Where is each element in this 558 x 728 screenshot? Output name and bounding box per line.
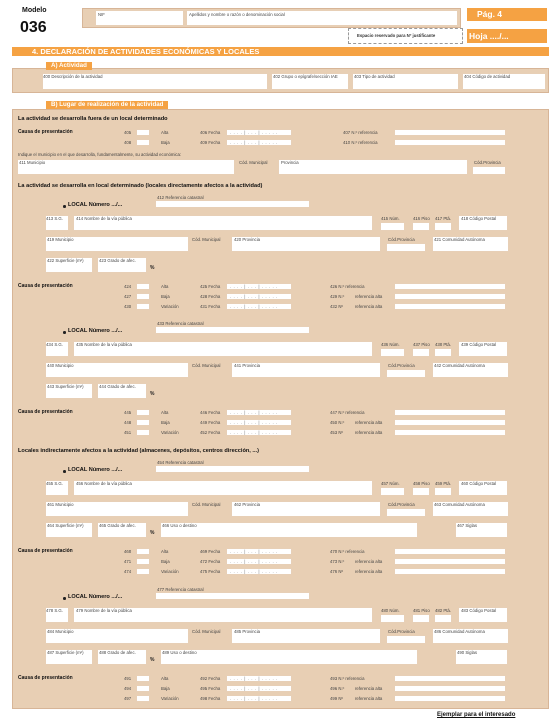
label-405: 405 xyxy=(124,130,132,135)
local3-pct: % xyxy=(150,530,155,536)
local4-field-num[interactable] xyxy=(380,614,405,623)
local1-label-c2: 427 xyxy=(124,294,132,299)
local3-field-ref[interactable] xyxy=(155,465,310,473)
local1-field-num[interactable] xyxy=(380,222,405,231)
local3-field-cp2[interactable] xyxy=(386,508,426,517)
local3-label-ca: 463 Comunidad Autónoma xyxy=(434,502,485,507)
local3-label-via: 456 Nombre de la vía pública xyxy=(76,481,132,486)
local4-label-siglas: 490 Siglas xyxy=(457,650,478,655)
local4-field-pta[interactable] xyxy=(434,614,452,623)
local3-label-r1: 470 N.º referencia xyxy=(330,549,365,554)
section-a-tab: A) Actividad xyxy=(46,62,92,70)
local4-checkbox-c1[interactable] xyxy=(136,675,150,682)
local1-label-r3-suffix: referencia alta xyxy=(355,304,383,309)
local3-label-uso: 466 Uso o destino xyxy=(162,523,197,528)
local4-label-var: Variación xyxy=(161,696,179,701)
local2-field-num[interactable] xyxy=(380,348,405,357)
field-cod-prov-411[interactable] xyxy=(472,166,506,175)
local2-bullet xyxy=(63,331,66,334)
label-cod-prov-411: Cód.Provincia xyxy=(474,160,501,165)
local2-label-var: Variación xyxy=(161,430,179,435)
local2-checkbox-c2[interactable] xyxy=(136,419,150,426)
local3-label-f3: 475 Fecha xyxy=(200,569,221,574)
local1-label-num: 415 Núm. xyxy=(381,216,400,221)
label-411: 411 Municipio xyxy=(19,160,46,165)
hoja-label: Hoja ..../... xyxy=(469,31,509,41)
local1-label-r2-suffix: referencia alta xyxy=(355,294,383,299)
local1-label-baja: Baja xyxy=(161,294,170,299)
local4-label-r2: 496 N.º xyxy=(330,686,345,691)
footer-ejemplar: Ejemplar para el interesado xyxy=(437,712,516,718)
local2-label-cm: Cód. Municipal xyxy=(192,363,221,368)
local3-label-c3: 474 xyxy=(124,569,132,574)
local4-label-f2: 495 Fecha xyxy=(200,686,221,691)
local4-field-r2[interactable] xyxy=(394,685,506,692)
label-409: 409 Fecha xyxy=(200,140,221,145)
local4-field-r3[interactable] xyxy=(394,695,506,702)
label-402: 402 Grupo o epígrafe/sección IAE xyxy=(273,74,338,79)
local3-label-grado: 465 Grado de afec. xyxy=(99,523,136,528)
local2-label-sup: 443 Superficie (m²) xyxy=(47,384,84,389)
local2-checkbox-c1[interactable] xyxy=(136,409,150,416)
local2-label-r3-suffix: referencia alta xyxy=(355,430,383,435)
date-406[interactable]: . . . . | . . . | . . . . . xyxy=(226,129,292,136)
nif-label: NIF xyxy=(98,12,105,17)
local1-label-f2: 428 Fecha xyxy=(200,294,221,299)
local2-date-f1[interactable]: . . . . | . . . | . . . . . xyxy=(226,409,292,416)
local2-label-r3: 453 Nº xyxy=(330,430,344,435)
local3-label-ref: 454 Referencia catastral xyxy=(157,460,204,465)
local1-field-ref[interactable] xyxy=(155,200,310,208)
local2-label-baja: Baja xyxy=(161,420,170,425)
local3-label-r2: 473 N.º xyxy=(330,559,345,564)
local1-label-r2: 429 N.º xyxy=(330,294,345,299)
local3-label-alta: Alta xyxy=(161,549,169,554)
local4-label-f3: 498 Fecha xyxy=(200,696,221,701)
local2-label-piso: 437 Piso xyxy=(413,342,430,347)
local2-field-cp2[interactable] xyxy=(386,369,426,378)
local4-title: LOCAL Número .../... xyxy=(68,594,123,600)
local1-label-f3: 431 Fecha xyxy=(200,304,221,309)
local3-label-c2: 471 xyxy=(124,559,132,564)
local3-date-f2[interactable]: . . . . | . . . | . . . . . xyxy=(226,558,292,565)
local1-checkbox-c1[interactable] xyxy=(136,283,150,290)
local4-label-f1: 492 Fecha xyxy=(200,676,221,681)
label-410: 410 N.º referencia xyxy=(343,140,378,145)
local2-label-f3: 452 Fecha xyxy=(200,430,221,435)
local3-label-cp: 460 Código Postal xyxy=(461,481,497,486)
local2-field-r1[interactable] xyxy=(394,409,506,416)
local4-date-f3[interactable]: . . . . | . . . | . . . . . xyxy=(226,695,292,702)
local2-label-f1: 446 Fecha xyxy=(200,410,221,415)
local4-label-mun: 484 Municipio xyxy=(47,629,74,634)
label-400: 400 Descripción de la actividad xyxy=(43,74,103,79)
local4-label-c1: 491 xyxy=(124,676,132,681)
local2-label-c1: 445 xyxy=(124,410,132,415)
municipio-instruction: Indique el municipio en el que desarrolla, fundamentalmente, su actividad económica: xyxy=(18,152,182,157)
nif-field[interactable] xyxy=(95,10,184,26)
local4-label-cp2: Cód.Provincia xyxy=(388,629,415,634)
local2-label-grado: 444 Grado de afec. xyxy=(99,384,136,389)
local3-bullet xyxy=(63,470,66,473)
field-407[interactable] xyxy=(394,129,506,136)
local2-label-prov: 441 Provincia xyxy=(234,363,261,368)
local3-causa: Causa de presentación xyxy=(18,548,73,554)
local3-checkbox-c2[interactable] xyxy=(136,558,150,565)
local4-label-r3-suffix: referencia alta xyxy=(355,696,383,701)
name-label: Apellidos y nombre o razón o denominación social xyxy=(189,12,285,17)
local2-label-ref: 433 Referencia catastral xyxy=(157,321,204,326)
field-410[interactable] xyxy=(394,139,506,146)
local3-label-r3-suffix: referencia alta xyxy=(355,569,383,574)
local4-bullet xyxy=(63,597,66,600)
local3-checkbox-c1[interactable] xyxy=(136,548,150,555)
local1-label-r3: 432 Nº xyxy=(330,304,344,309)
local2-field-ref[interactable] xyxy=(155,326,310,334)
local1-label-c1: 424 xyxy=(124,284,132,289)
section-b-tab: B) Lugar de realización de la actividad xyxy=(46,101,168,109)
local2-date-f2[interactable]: . . . . | . . . | . . . . . xyxy=(226,419,292,426)
local3-label-sg: 455 S.G. xyxy=(46,481,63,486)
page-label: Pág. 4 xyxy=(477,9,503,19)
local4-date-f2[interactable]: . . . . | . . . | . . . . . xyxy=(226,685,292,692)
local1-field-r3[interactable] xyxy=(394,303,506,310)
local3-date-f1[interactable]: . . . . | . . . | . . . . . xyxy=(226,548,292,555)
local2-label-r1: 447 N.º referencia xyxy=(330,410,365,415)
local1-label-piso: 416 Piso xyxy=(413,216,430,221)
local4-label-pta: 482 Ptá. xyxy=(435,608,452,613)
local2-title: LOCAL Número .../... xyxy=(68,328,123,334)
label-cod-mun-411: Cód. Municipal xyxy=(239,160,268,165)
local4-label-r3: 499 Nº xyxy=(330,696,344,701)
fuera-title: La actividad se desarrolla fuera de un local determinado xyxy=(18,116,168,122)
local2-field-r2[interactable] xyxy=(394,419,506,426)
local4-label-sg: 478 S.G. xyxy=(46,608,63,613)
local4-label-alta: Alta xyxy=(161,676,169,681)
local4-checkbox-c2[interactable] xyxy=(136,685,150,692)
local3-field-r3[interactable] xyxy=(394,568,506,575)
label-408: 408 xyxy=(124,140,132,145)
local4-label-uso: 489 Uso o destino xyxy=(162,650,197,655)
local1-label-ca: 421 Comunidad Autónoma xyxy=(434,237,485,242)
local3-label-f2: 472 Fecha xyxy=(200,559,221,564)
local4-label-ref: 477 Referencia catastral xyxy=(157,587,204,592)
local4-label-grado: 488 Grado de afec. xyxy=(99,650,136,655)
local4-field-piso[interactable] xyxy=(412,614,430,623)
local1-date-f1[interactable]: . . . . | . . . | . . . . . xyxy=(226,283,292,290)
local3-date-f3[interactable]: . . . . | . . . | . . . . . xyxy=(226,568,292,575)
label-406: 406 Fecha xyxy=(200,130,221,135)
local1-date-f3[interactable]: . . . . | . . . | . . . . . xyxy=(226,303,292,310)
local1-label-alta: Alta xyxy=(161,284,169,289)
local1-checkbox-c2[interactable] xyxy=(136,293,150,300)
local3-label-baja: Baja xyxy=(161,559,170,564)
local1-bullet xyxy=(63,205,66,208)
local1-label-pta: 417 Ptá. xyxy=(435,216,452,221)
dir-title: La actividad se desarrolla en local determinado (locales directamente afectos a la actividad) xyxy=(18,183,263,189)
local1-title: LOCAL Número .../... xyxy=(68,202,123,208)
local3-label-cm: Cód. Municipal xyxy=(192,502,221,507)
local2-label-c2: 448 xyxy=(124,420,132,425)
local4-label-cm: Cód. Municipal xyxy=(192,629,221,634)
local2-label-cp: 439 Código Postal xyxy=(461,342,497,347)
label-baja-fuera: Baja xyxy=(161,140,170,145)
local3-label-var: Variación xyxy=(161,569,179,574)
local3-field-piso[interactable] xyxy=(412,487,430,496)
local3-label-f1: 469 Fecha xyxy=(200,549,221,554)
local4-label-r1: 493 N.º referencia xyxy=(330,676,365,681)
local3-label-piso: 458 Piso xyxy=(413,481,430,486)
local3-field-r2[interactable] xyxy=(394,558,506,565)
local4-label-ca: 486 Comunidad Autónoma xyxy=(434,629,485,634)
local1-label-c3: 430 xyxy=(124,304,132,309)
local3-label-num: 457 Núm. xyxy=(381,481,400,486)
local3-title: LOCAL Número .../... xyxy=(68,467,123,473)
local4-field-cp2[interactable] xyxy=(386,635,426,644)
local1-date-f2[interactable]: . . . . | . . . | . . . . . xyxy=(226,293,292,300)
local2-label-r2: 450 N.º xyxy=(330,420,345,425)
local3-label-prov: 462 Provincia xyxy=(234,502,261,507)
local2-date-f3[interactable]: . . . . | . . . | . . . . . xyxy=(226,429,292,436)
local1-label-prov: 420 Provincia xyxy=(234,237,261,242)
local4-label-via: 479 Nombre de la vía pública xyxy=(76,608,132,613)
local2-causa: Causa de presentación xyxy=(18,409,73,415)
local1-field-pta[interactable] xyxy=(434,222,452,231)
causa-label-fuera: Causa de presentación xyxy=(18,129,73,135)
local2-pct: % xyxy=(150,391,155,397)
local4-field-ref[interactable] xyxy=(155,592,310,600)
checkbox-408[interactable] xyxy=(136,139,150,146)
label-403: 403 Tipo de actividad xyxy=(354,74,395,79)
local2-label-f2: 449 Fecha xyxy=(200,420,221,425)
local4-causa: Causa de presentación xyxy=(18,675,73,681)
local1-label-via: 414 Nombre de la vía pública xyxy=(76,216,132,221)
local4-label-prov: 485 Provincia xyxy=(234,629,261,634)
local3-label-pta: 459 Ptá. xyxy=(435,481,452,486)
local2-field-piso[interactable] xyxy=(412,348,430,357)
local1-causa: Causa de presentación xyxy=(18,283,73,289)
reserved-label: Espacio reservado para Nº justificante xyxy=(357,33,436,38)
local1-label-cp2: Cód.Provincia xyxy=(388,237,415,242)
local2-label-c3: 451 xyxy=(124,430,132,435)
local1-label-r1: 426 N.º referencia xyxy=(330,284,365,289)
local2-field-pta[interactable] xyxy=(434,348,452,357)
local2-checkbox-c3[interactable] xyxy=(136,429,150,436)
local1-label-sg: 413 S.G. xyxy=(46,216,63,221)
checkbox-405[interactable] xyxy=(136,129,150,136)
local4-label-num: 480 Núm. xyxy=(381,608,400,613)
local1-label-grado: 423 Grado de afec. xyxy=(99,258,136,263)
local4-label-piso: 481 Piso xyxy=(413,608,430,613)
field-provincia-411[interactable] xyxy=(278,159,468,175)
local4-pct: % xyxy=(150,657,155,663)
local2-label-ca: 442 Comunidad Autónoma xyxy=(434,363,485,368)
local2-label-sg: 434 S.G. xyxy=(46,342,63,347)
local4-label-baja: Baja xyxy=(161,686,170,691)
label-alta-fuera: Alta xyxy=(161,130,169,135)
local4-label-cp: 483 Código Postal xyxy=(461,608,497,613)
ind-title: Locales indirectamente afectos a la actividad (almacenes, depósitos, centros dirección, ...) xyxy=(18,448,259,454)
label-407: 407 N.º referencia xyxy=(343,130,378,135)
local4-field-r1[interactable] xyxy=(394,675,506,682)
local4-label-sup: 487 Superficie (m²) xyxy=(47,650,84,655)
local2-field-r3[interactable] xyxy=(394,429,506,436)
local1-field-cp2[interactable] xyxy=(386,243,426,252)
local1-pct: % xyxy=(150,265,155,271)
local1-label-cp: 418 Código Postal xyxy=(461,216,497,221)
local1-label-cm: Cód. Municipal xyxy=(192,237,221,242)
local2-label-pta: 438 Ptá. xyxy=(435,342,452,347)
field-411[interactable] xyxy=(17,159,235,175)
local3-field-uso[interactable] xyxy=(160,522,418,538)
local3-field-r1[interactable] xyxy=(394,548,506,555)
local3-field-num[interactable] xyxy=(380,487,405,496)
local4-date-f1[interactable]: . . . . | . . . | . . . . . xyxy=(226,675,292,682)
local1-label-var: Variación xyxy=(161,304,179,309)
local1-label-sup: 422 Superficie (m²) xyxy=(47,258,84,263)
local3-checkbox-c3[interactable] xyxy=(136,568,150,575)
local2-label-mun: 440 Municipio xyxy=(47,363,74,368)
local3-label-mun: 461 Municipio xyxy=(47,502,74,507)
local3-label-c1: 468 xyxy=(124,549,132,554)
local2-label-alta: Alta xyxy=(161,410,169,415)
local1-field-piso[interactable] xyxy=(412,222,430,231)
section-title: 4. DECLARACIÓN DE ACTIVIDADES ECONÓMICAS Y LOCALES xyxy=(32,46,260,56)
local4-label-c3: 497 xyxy=(124,696,132,701)
local4-label-r2-suffix: referencia alta xyxy=(355,686,383,691)
local1-field-r1[interactable] xyxy=(394,283,506,290)
local1-label-ref: 412 Referencia catastral xyxy=(157,195,204,200)
date-409[interactable]: . . . . | . . . | . . . . . xyxy=(226,139,292,146)
header-area xyxy=(12,6,549,46)
local1-checkbox-c3[interactable] xyxy=(136,303,150,310)
local4-label-c2: 494 xyxy=(124,686,132,691)
local3-label-cp2: Cód.Provincia xyxy=(388,502,415,507)
local4-checkbox-c3[interactable] xyxy=(136,695,150,702)
label-provincia-411: Provincia xyxy=(281,160,299,165)
local2-label-cp2: Cód.Provincia xyxy=(388,363,415,368)
local2-label-via: 435 Nombre de la vía pública xyxy=(76,342,132,347)
local2-label-r2-suffix: referencia alta xyxy=(355,420,383,425)
local1-label-mun: 419 Municipio xyxy=(47,237,74,242)
local3-label-sup: 464 Superficie (m²) xyxy=(47,523,84,528)
local3-label-r3: 476 Nº xyxy=(330,569,344,574)
local3-label-r2-suffix: referencia alta xyxy=(355,559,383,564)
local3-field-pta[interactable] xyxy=(434,487,452,496)
label-404: 404 Código de actividad xyxy=(464,74,511,79)
local3-label-siglas: 467 Siglas xyxy=(457,523,478,528)
local4-field-uso[interactable] xyxy=(160,649,418,665)
local1-label-f1: 425 Fecha xyxy=(200,284,221,289)
modelo-number: 036 xyxy=(20,19,47,36)
modelo-label: Modelo xyxy=(22,7,47,14)
local1-field-r2[interactable] xyxy=(394,293,506,300)
local2-label-num: 436 Núm. xyxy=(381,342,400,347)
